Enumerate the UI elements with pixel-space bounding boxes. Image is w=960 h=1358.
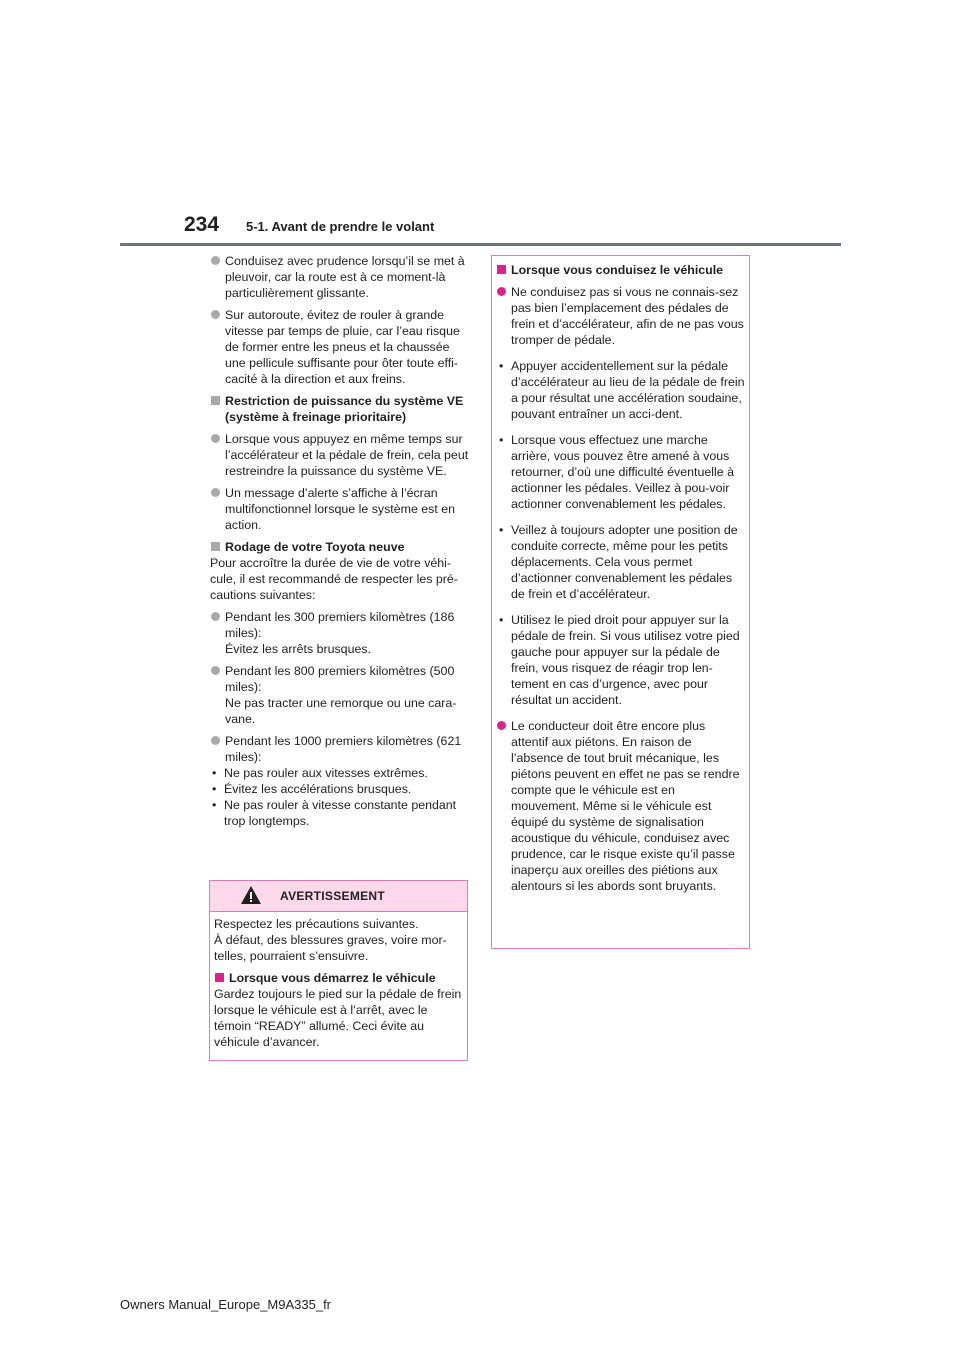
list-item: [210, 485, 470, 533]
section-title: 5-1. Avant de prendre le volant: [246, 219, 435, 234]
item-text: Pendant les 800 premiers kilomètres (500 miles): Ne pas tracter une remorque ou une cara-vane.: [225, 664, 457, 726]
item-text: Ne conduisez pas si vous ne connais-sez pas bien l’emplacement des pédales de frein et d’accélérateur, afin de ne pas vous tromper de pédale.: [511, 285, 744, 347]
body-paragraph: [210, 555, 470, 603]
item-text: Sur autoroute, évitez de rouler à grande vitesse par temps de pluie, car l’eau risque de former entre les pneus et la chaussée une pellicule suffisante pour ôter toute effi-cacité à la direction et aux freins.: [225, 308, 460, 386]
heading-text: Restriction de puissance du système VE (système à freinage prioritaire): [225, 394, 464, 424]
sub-list-item: • Ne pas rouler à vitesse constante pendant trop longtemps.: [210, 797, 470, 829]
list-item: [210, 663, 470, 727]
warning-intro: Respectez les précautions suivantes. À défaut, des blessures graves, voire mor-telles, pourraient s’ensuivre.: [214, 917, 447, 963]
sub-list-item: • Ne pas rouler aux vitesses extrêmes.: [210, 765, 470, 781]
right-caution-box: [491, 255, 750, 949]
dash-item: [496, 522, 745, 602]
left-column: [210, 253, 470, 829]
list-item: [210, 609, 470, 657]
header-rule: [120, 243, 841, 246]
paragraph-text: Pour accroître la durée de vie de votre véhi-cule, il est recommandé de respecter les pré-cautions suivantes:: [210, 556, 458, 602]
warning-box: [209, 880, 468, 1061]
item-text: Lorsque vous appuyez en même temps sur l’accélérateur et la pédale de frein, cela peut restreindre la puissance du système VE.: [225, 432, 469, 478]
heading-text: Lorsque vous conduisez le véhicule: [511, 263, 724, 277]
list-item: [496, 718, 745, 894]
heading-text: Rodage de votre Toyota neuve: [225, 540, 405, 554]
dash-item: [496, 612, 745, 708]
warning-heading: [214, 970, 463, 986]
subsection-heading: [496, 262, 745, 278]
item-text: Lorsque vous effectuez une marche arrière, vous pouvez être amené à vous retourner, d’où une difficulté éventuelle à actionner les pédales. Veillez à pou-voir actionner convenablement les pédales.: [511, 433, 734, 511]
item-text: Un message d’alerte s’affiche à l’écran multifonctionnel lorsque le système est en action.: [225, 486, 456, 532]
list-item: [496, 284, 745, 348]
item-text: Conduisez avec prudence lorsqu’il se met à pleuvoir, car la route est à ce moment-là particulièrement glissante.: [225, 254, 465, 300]
list-item: [210, 733, 470, 765]
list-item: [210, 431, 470, 479]
item-text: Pendant les 300 premiers kilomètres (186 miles): Évitez les arrêts brusques.: [225, 610, 455, 656]
warning-triangle-icon: [240, 885, 262, 905]
list-item: [210, 307, 470, 387]
subsection-heading: [210, 393, 470, 425]
item-text: Pendant les 1000 premiers kilomètres (621 miles):: [225, 734, 462, 764]
warning-header: [210, 881, 467, 912]
dash-item: [496, 432, 745, 512]
warning-body: [210, 912, 467, 1050]
dash-item: [496, 358, 745, 422]
sub-list-item: • Évitez les accélérations brusques.: [210, 781, 470, 797]
list-item: [210, 253, 470, 301]
item-text: Le conducteur doit être encore plus attentif aux piétons. En raison de l’absence de tout bruit mécanique, les piétons peuvent en effet ne pas se rendre compte que le véhicule est en mouvement. Même si le véhicule est équipé du système de signalisation acoustique du véhicule, conduisez avec prudence, car le risque existe qu’il passe inaperçu aux oreilles des piétions aux alentours si les abords sont bruyants.: [511, 719, 740, 893]
item-text: Utilisez le pied droit pour appuyer sur la pédale de frein. Si vous utilisez votre pied gauche pour appuyer sur la pédale de frein, vous risquez de réagir trop len-tement en cas d’urgence, avec pour résultat un accident.: [511, 613, 740, 707]
heading-text: Lorsque vous démarrez le véhicule: [229, 971, 436, 985]
subsection-heading: [210, 539, 470, 555]
item-text: Appuyer accidentellement sur la pédale d’accélérateur au lieu de la pédale de frein a pour résultat une accélération soudaine, pouvant entraîner un acci-dent.: [511, 359, 745, 421]
warning-title: AVERTISSEMENT: [280, 889, 386, 903]
warning-text: Gardez toujours le pied sur la pédale de frein lorsque le véhicule est à l’arrêt, avec le témoin “READY” allumé. Ceci évite au véhicule d’avancer.: [214, 987, 462, 1049]
item-text: Veillez à toujours adopter une position de conduite correcte, même pour les petits déplacements. Cela vous permet d’actionner convenablement les pédales de frein et d’accélérateur.: [511, 523, 738, 601]
footer-text: Owners Manual_Europe_M9A335_fr: [120, 1297, 332, 1312]
page-number: 234: [184, 213, 220, 236]
